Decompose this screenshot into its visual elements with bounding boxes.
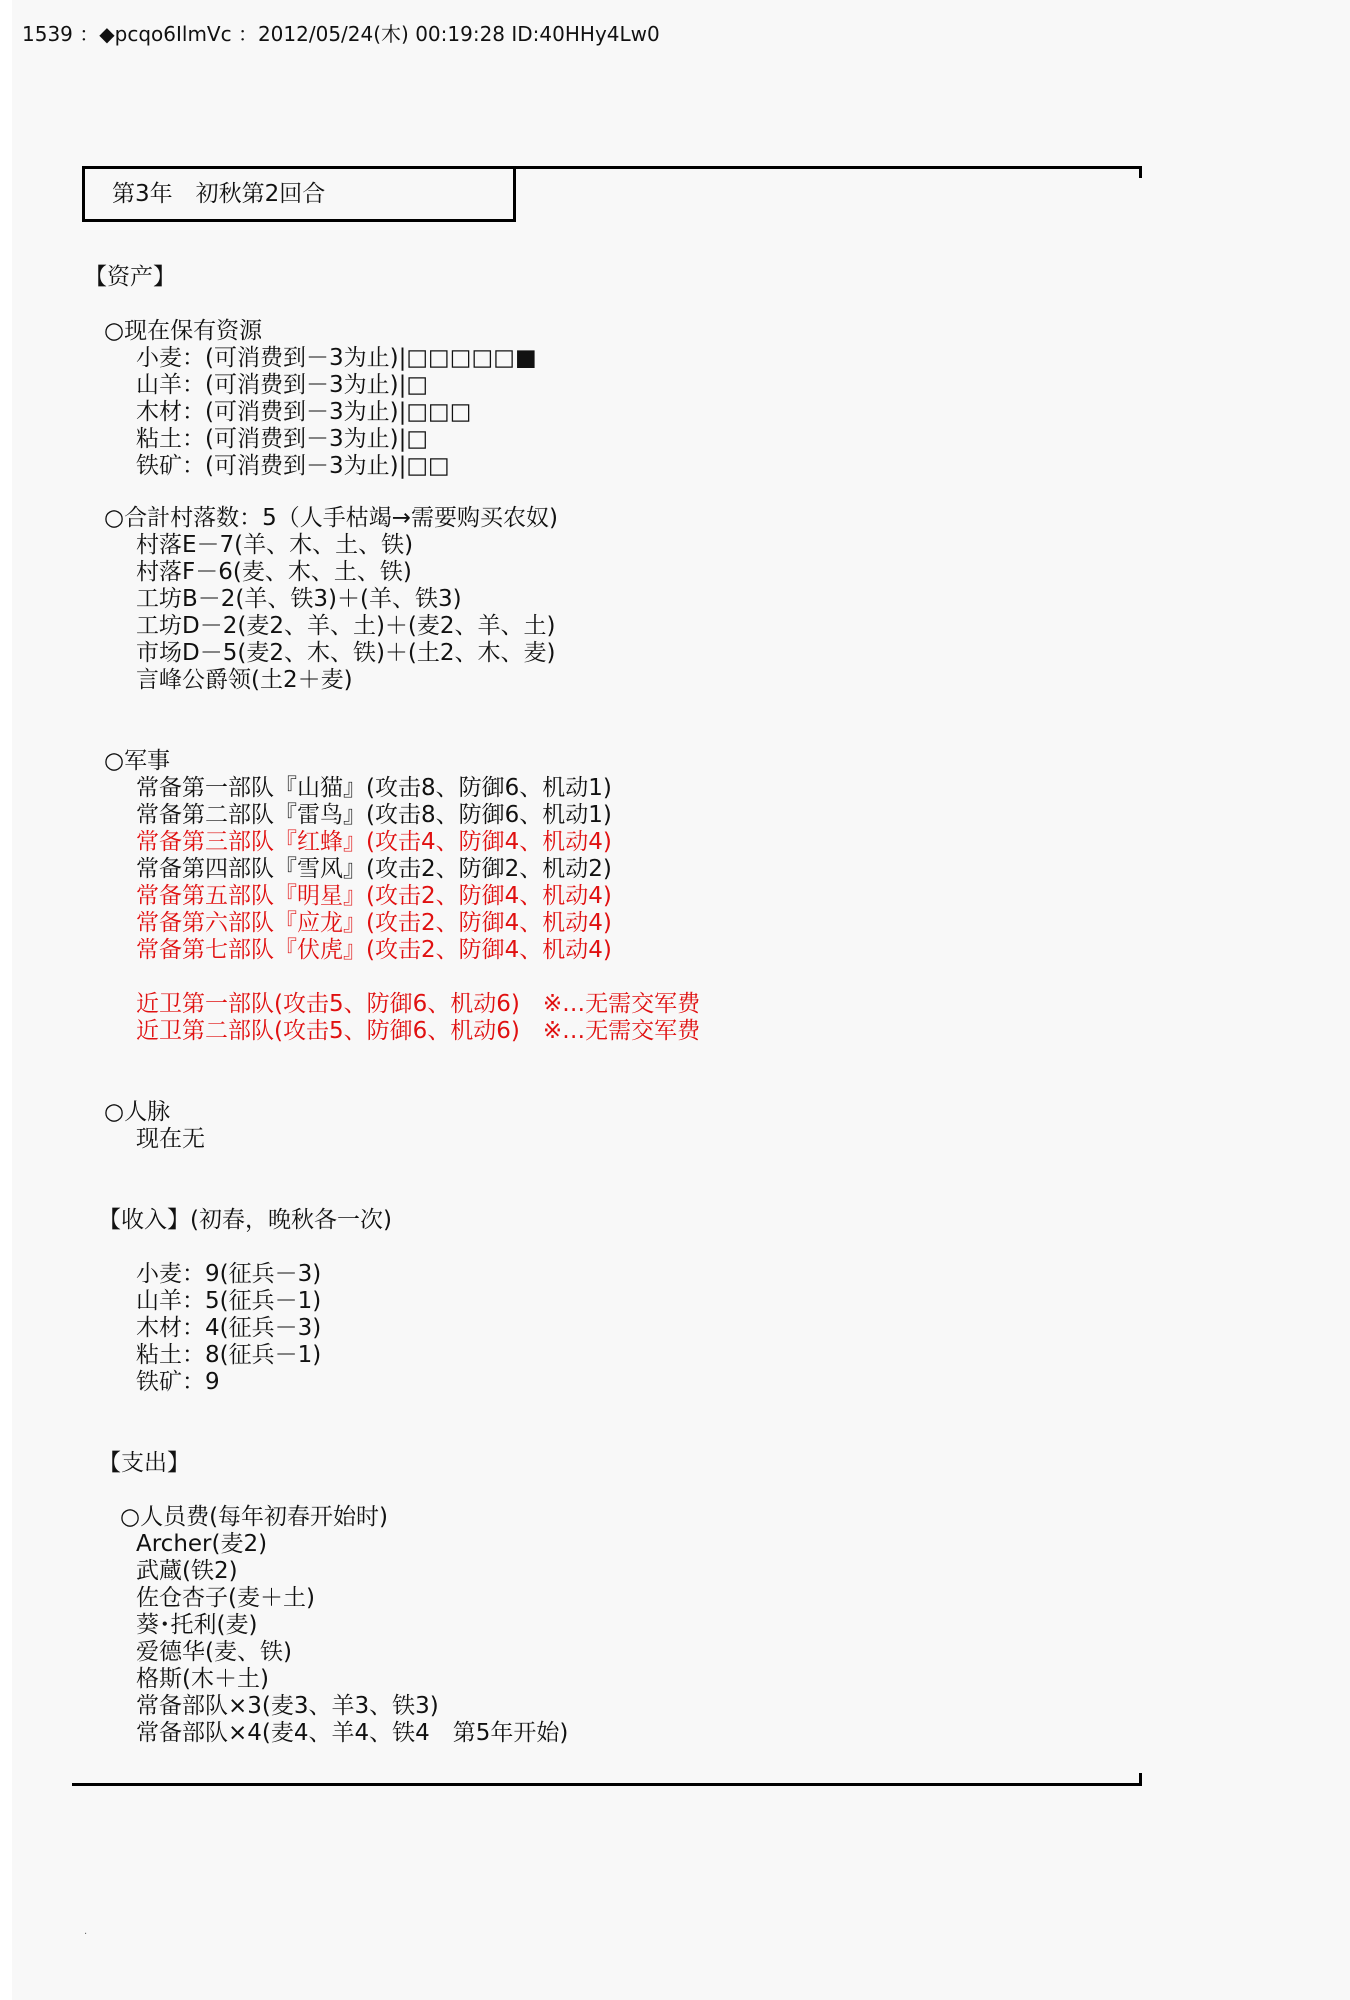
- assets-heading: 【资产】: [84, 264, 176, 290]
- resources-heading: ○现在保有资源: [104, 318, 263, 344]
- income-heading: 【收入】(初春，晚秋各一次): [98, 1207, 392, 1233]
- title-text: 第3年 初秋第2回合: [112, 181, 326, 207]
- unit-item: 常备第五部队『明星』(攻击2、防御4、机动4): [136, 883, 612, 909]
- expenses-heading: 【支出】: [98, 1450, 190, 1476]
- frame-bottom-line: [72, 1783, 1142, 1786]
- income-list: [136, 1261, 321, 1396]
- income-item: 山羊：5(征兵－1): [136, 1288, 322, 1314]
- resource-item: 木材：(可消费到－3为止)|□□□: [136, 399, 472, 425]
- village-item: 市场D－5(麦2、木、铁)＋(土2、木、麦): [136, 640, 556, 666]
- post-header: 1539 ：◆pcqo6IlmVc ：2012/05/24(木) 00:19:28 ID:40HHy4Lw0: [22, 22, 660, 46]
- expense-item: Archer(麦2): [136, 1531, 268, 1557]
- expense-item: 格斯(木＋土): [136, 1666, 269, 1692]
- unit-item: 常备第七部队『伏虎』(攻击2、防御4、机动4): [136, 937, 612, 963]
- guards-list: [136, 991, 700, 1045]
- village-item: 村落E－7(羊、木、土、铁): [136, 532, 414, 558]
- page: [12, 0, 1350, 2000]
- resources-list: [136, 345, 537, 480]
- unit-item: 常备第二部队『雷鸟』(攻击8、防御6、机动1): [136, 802, 612, 828]
- title-box-left: [82, 166, 85, 222]
- resource-item: 山羊：(可消费到－3为止)|□: [136, 372, 429, 398]
- military-heading: ○军事: [104, 748, 171, 774]
- connections-value: 现在无: [136, 1126, 205, 1152]
- unit-item: 常备第四部队『雪风』(攻击2、防御2、机动2): [136, 856, 612, 882]
- frame-top-line: [82, 166, 1142, 169]
- income-item: 小麦：9(征兵－3): [136, 1261, 322, 1287]
- expense-item: 常备部队×3(麦3、羊3、铁3): [136, 1693, 439, 1719]
- guard-item: 近卫第二部队(攻击5、防御6、机动6) ※…无需交军费: [136, 1018, 701, 1044]
- villages-heading: ○合計村落数：5（人手枯竭→需要购买农奴): [104, 505, 558, 531]
- stray-dot: .: [84, 1926, 88, 1937]
- expense-item: 爱德华(麦、铁): [136, 1639, 292, 1665]
- personnel-heading: ○人员费(每年初春开始时): [120, 1504, 389, 1530]
- resource-item: 粘土：(可消费到－3为止)|□: [136, 426, 429, 452]
- title-box-right: [513, 166, 516, 222]
- expenses-list: [136, 1531, 568, 1747]
- village-item: 工坊B－2(羊、铁3)＋(羊、铁3): [136, 586, 462, 612]
- expense-item: 葵･托利(麦): [136, 1612, 258, 1638]
- resource-item: 铁矿：(可消费到－3为止)|□□: [136, 453, 450, 479]
- connections-heading: ○人脉: [104, 1099, 171, 1125]
- unit-item: 常备第三部队『红蜂』(攻击4、防御4、机动4): [136, 829, 612, 855]
- income-item: 铁矿：9: [136, 1369, 220, 1395]
- frame-right-tick-top: [1139, 166, 1142, 178]
- guard-item: 近卫第一部队(攻击5、防御6、机动6) ※…无需交军费: [136, 991, 701, 1017]
- expense-item: 佐仓杏子(麦＋土): [136, 1585, 315, 1611]
- unit-item: 常备第六部队『应龙』(攻击2、防御4、机动4): [136, 910, 612, 936]
- income-item: 粘土：8(征兵－1): [136, 1342, 322, 1368]
- expense-item: 武蔵(铁2): [136, 1558, 238, 1584]
- resource-item: 小麦：(可消费到－3为止)|□□□□□■: [136, 345, 537, 371]
- title-box-bottom: [82, 219, 516, 222]
- income-item: 木材：4(征兵－3): [136, 1315, 322, 1341]
- villages-list: [136, 532, 556, 694]
- village-item: 言峰公爵领(土2＋麦): [136, 667, 353, 693]
- expense-item: 常备部队×4(麦4、羊4、铁4 第5年开始): [136, 1720, 569, 1746]
- village-item: 工坊D－2(麦2、羊、土)＋(麦2、羊、土): [136, 613, 556, 639]
- village-item: 村落F－6(麦、木、土、铁): [136, 559, 412, 585]
- military-units-list: [136, 775, 612, 964]
- frame-right-tick-bottom: [1139, 1773, 1142, 1786]
- unit-item: 常备第一部队『山猫』(攻击8、防御6、机动1): [136, 775, 612, 801]
